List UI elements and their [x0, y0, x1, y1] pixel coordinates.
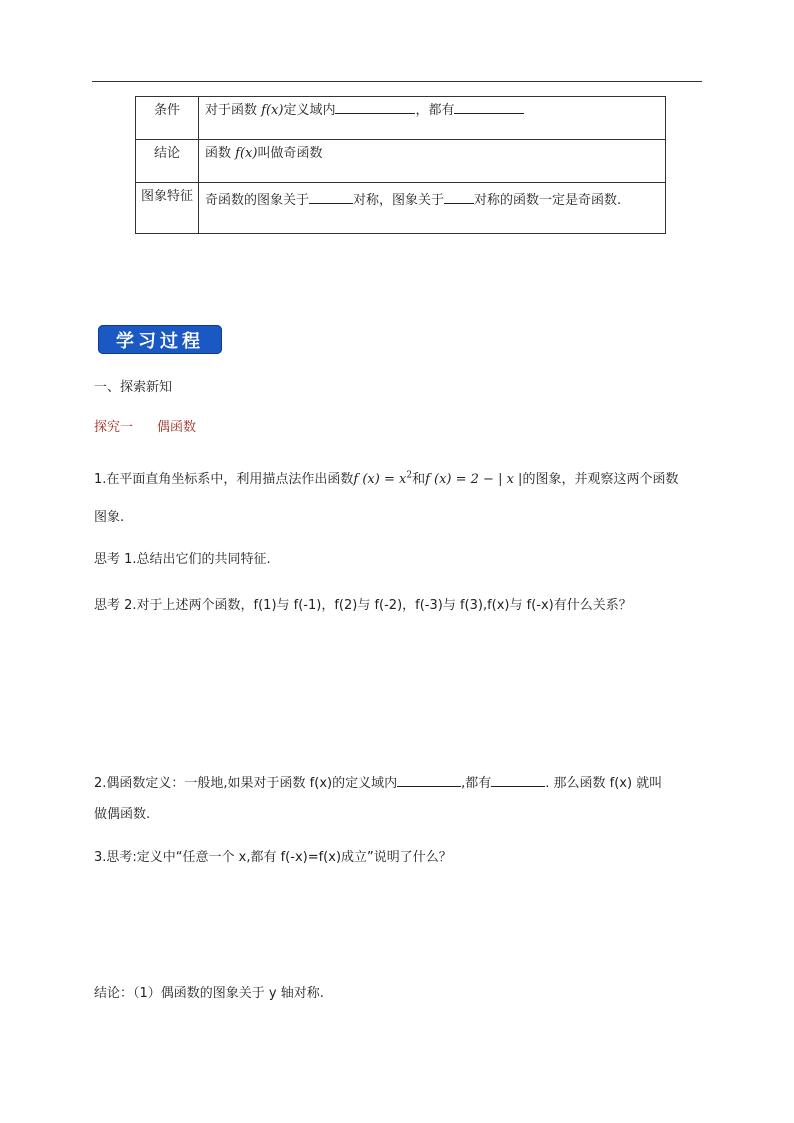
think-1: 思考 1.总结出它们的共同特征.: [94, 552, 271, 567]
table-row: [136, 183, 666, 234]
even-definition-cont: 做偶函数.: [94, 807, 151, 822]
blank-line: [397, 774, 461, 787]
paragraph-1: 1.在平面直角坐标系中，利用描点法作出函数f $(x) = x^2$和f (x) = 2 − | x |的图象，并观察这两个函数: [94, 470, 679, 487]
row-cell-graph-feature: 奇函数的图象关于 对称，图象关于 对称的函数一定是奇函数.: [199, 183, 666, 234]
row-header-graph-feature: 图象特征: [136, 183, 199, 234]
blank-line: [454, 101, 524, 114]
odd-function-table: [135, 96, 666, 234]
blank-line: [335, 101, 415, 114]
blank-line: [444, 191, 474, 204]
header-rule: [92, 81, 702, 82]
even-definition: 2.偶函数定义：一般地,如果对于函数 f(x)的定义域内 ,都有 . 那么函数 f(x) 就叫: [94, 776, 663, 791]
think-2: 思考 2.对于上述两个函数，f(1)与 f(-1)，f(2)与 f(-2)，f(-3)与 f(3),f(x)与 f(-x)有什么关系？: [94, 598, 632, 613]
section-banner: 学习过程: [98, 325, 222, 354]
blank-line: [309, 191, 353, 204]
row-cell-conclusion: 函数 f(x)叫做奇函数: [199, 140, 666, 183]
paragraph-1-cont: 图象.: [94, 510, 125, 525]
think-3: 3.思考:定义中“任意一个 x,都有 f(-x)=f(x)成立”说明了什么？: [94, 850, 452, 865]
explore-topic: 偶函数: [157, 420, 197, 435]
blank-line: [491, 774, 545, 787]
row-header-conclusion: 结论: [136, 140, 199, 183]
explore-heading: [94, 416, 196, 435]
row-cell-condition: 对于函数 f(x)定义域内 ，都有: [199, 97, 666, 140]
table-row: [136, 97, 666, 140]
table-row: [136, 140, 666, 183]
heading-explore-new: 一、探索新知: [94, 380, 173, 395]
conclusion: 结论：（1）偶函数的图象关于 y 轴对称.: [94, 986, 324, 1001]
explore-label: 探究一: [94, 420, 134, 435]
row-header-condition: 条件: [136, 97, 199, 140]
